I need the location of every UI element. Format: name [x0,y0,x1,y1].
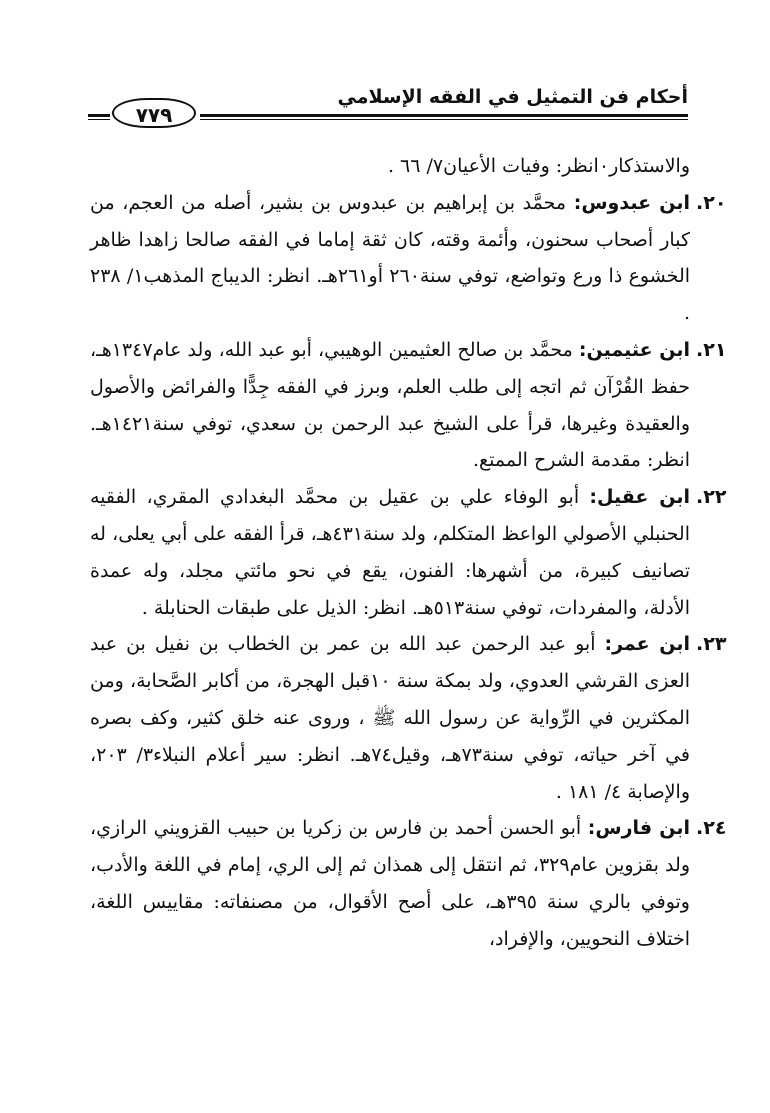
intro-line: والاستذكار٠انظر: وفيات الأعيان٧/ ٦٦ . [387,155,690,177]
entry-number: ٢٢. [696,486,727,509]
entry-22 [90,479,727,626]
entry-24 [90,810,727,957]
entry-text: محمَّد بن إبراهيم بن عبدوس بن بشير، أصله من العجم، من كبار أصحاب سحنون، وأئمة وقته، كان ثقة إماما في الفقه صالحا زاهدا ظاهر الخشوع ذا ورع وتواضع، توفي سنة٢٦٠ أو٢٦١هـ. انظر: الديباج المذهب١/ ٢٣٨ . [90,191,691,325]
entry-text: أبو عبد الرحمن عبد الله بن عمر بن الخطاب بن نفيل بن عبد العزى القرشي العدوي، ولد بمكة سنة ١٠قبل الهجرة، من أكابر الصَّحابة، ومن المكثرين في الرِّواية عن رسول الله ﷺ ، وروى عنه خلق كثير، وكف بصره في آخر حياته، توفي سنة٧٣هـ، وقيل٧٤هـ. انظر: سير أعلام النبلاء٣/ ٢٠٣، والإصابة ٤/ ١٨١ . [90,633,690,803]
entry-number: ٢٠. [696,191,727,214]
entry-number: ٢٤. [696,817,727,840]
entry-text: أبو الوفاء علي بن عقيل بن محمَّد البغدادي المقري، الفقيه الحنبلي الأصولي الواعظ المتكلم، ولد سنة٤٣١هـ، قرأ الفقه على أبي يعلى، له تصانيف كبيرة، من أشهرها: الفنون، يقع في نحو مائتي مجلد، وله عمدة الأدلة، والمفردات، توفي سنة٥١٣هـ. انظر: الذيل على طبقات الحنابلة . [90,486,690,619]
page-number: ٧٧٩ [112,98,196,128]
page-header [88,72,688,128]
header-rule-left [88,114,110,117]
entry-text: أبو الحسن أحمد بن فارس بن زكريا بن حبيب القزويني الرازي، ولد بقزوين عام٣٢٩، ثم انتقل إلى همذان ثم إلى الري، إمام في اللغة والأدب، وتوفي بالري سنة ٣٩٥هـ، على أصح الأقوال، من مصنفاته: مقاييس اللغة، اختلاف النحويين، والإفراد، [90,817,690,950]
running-title: أحكام فن التمثيل في الفقه الإسلامي [337,86,688,108]
entry-number: ٢٣. [696,633,727,656]
entry-20 [90,185,727,332]
header-rule-left-thin [88,119,110,120]
entry-text: محمَّد بن صالح العثيمين الوهيبي، أبو عبد الله، ولد عام١٣٤٧هـ، حفظ القُرْآن ثم اتجه إلى طلب العلم، وبرز في الفقه جِدًّا والفرائض والأصول والعقيدة وغيرها، قرأ على الشيخ عبد الرحمن بن سعدي، توفي سنة١٤٢١هـ. انظر: مقدمة الشرح الممتع. [90,338,690,472]
entry-name: ابن عقيل: [589,486,690,509]
entry-number: ٢١. [696,338,727,361]
entry-name: ابن عثيمين: [578,338,690,361]
header-rule-thin [200,119,688,120]
page-body [90,148,727,958]
entry-name: ابن عمر: [604,633,690,656]
entry-21 [90,332,727,479]
header-rule [200,114,688,117]
entry-name: ابن فارس: [587,817,690,840]
entry-name: ابن عبدوس: [573,191,691,214]
entry-23 [90,626,727,810]
